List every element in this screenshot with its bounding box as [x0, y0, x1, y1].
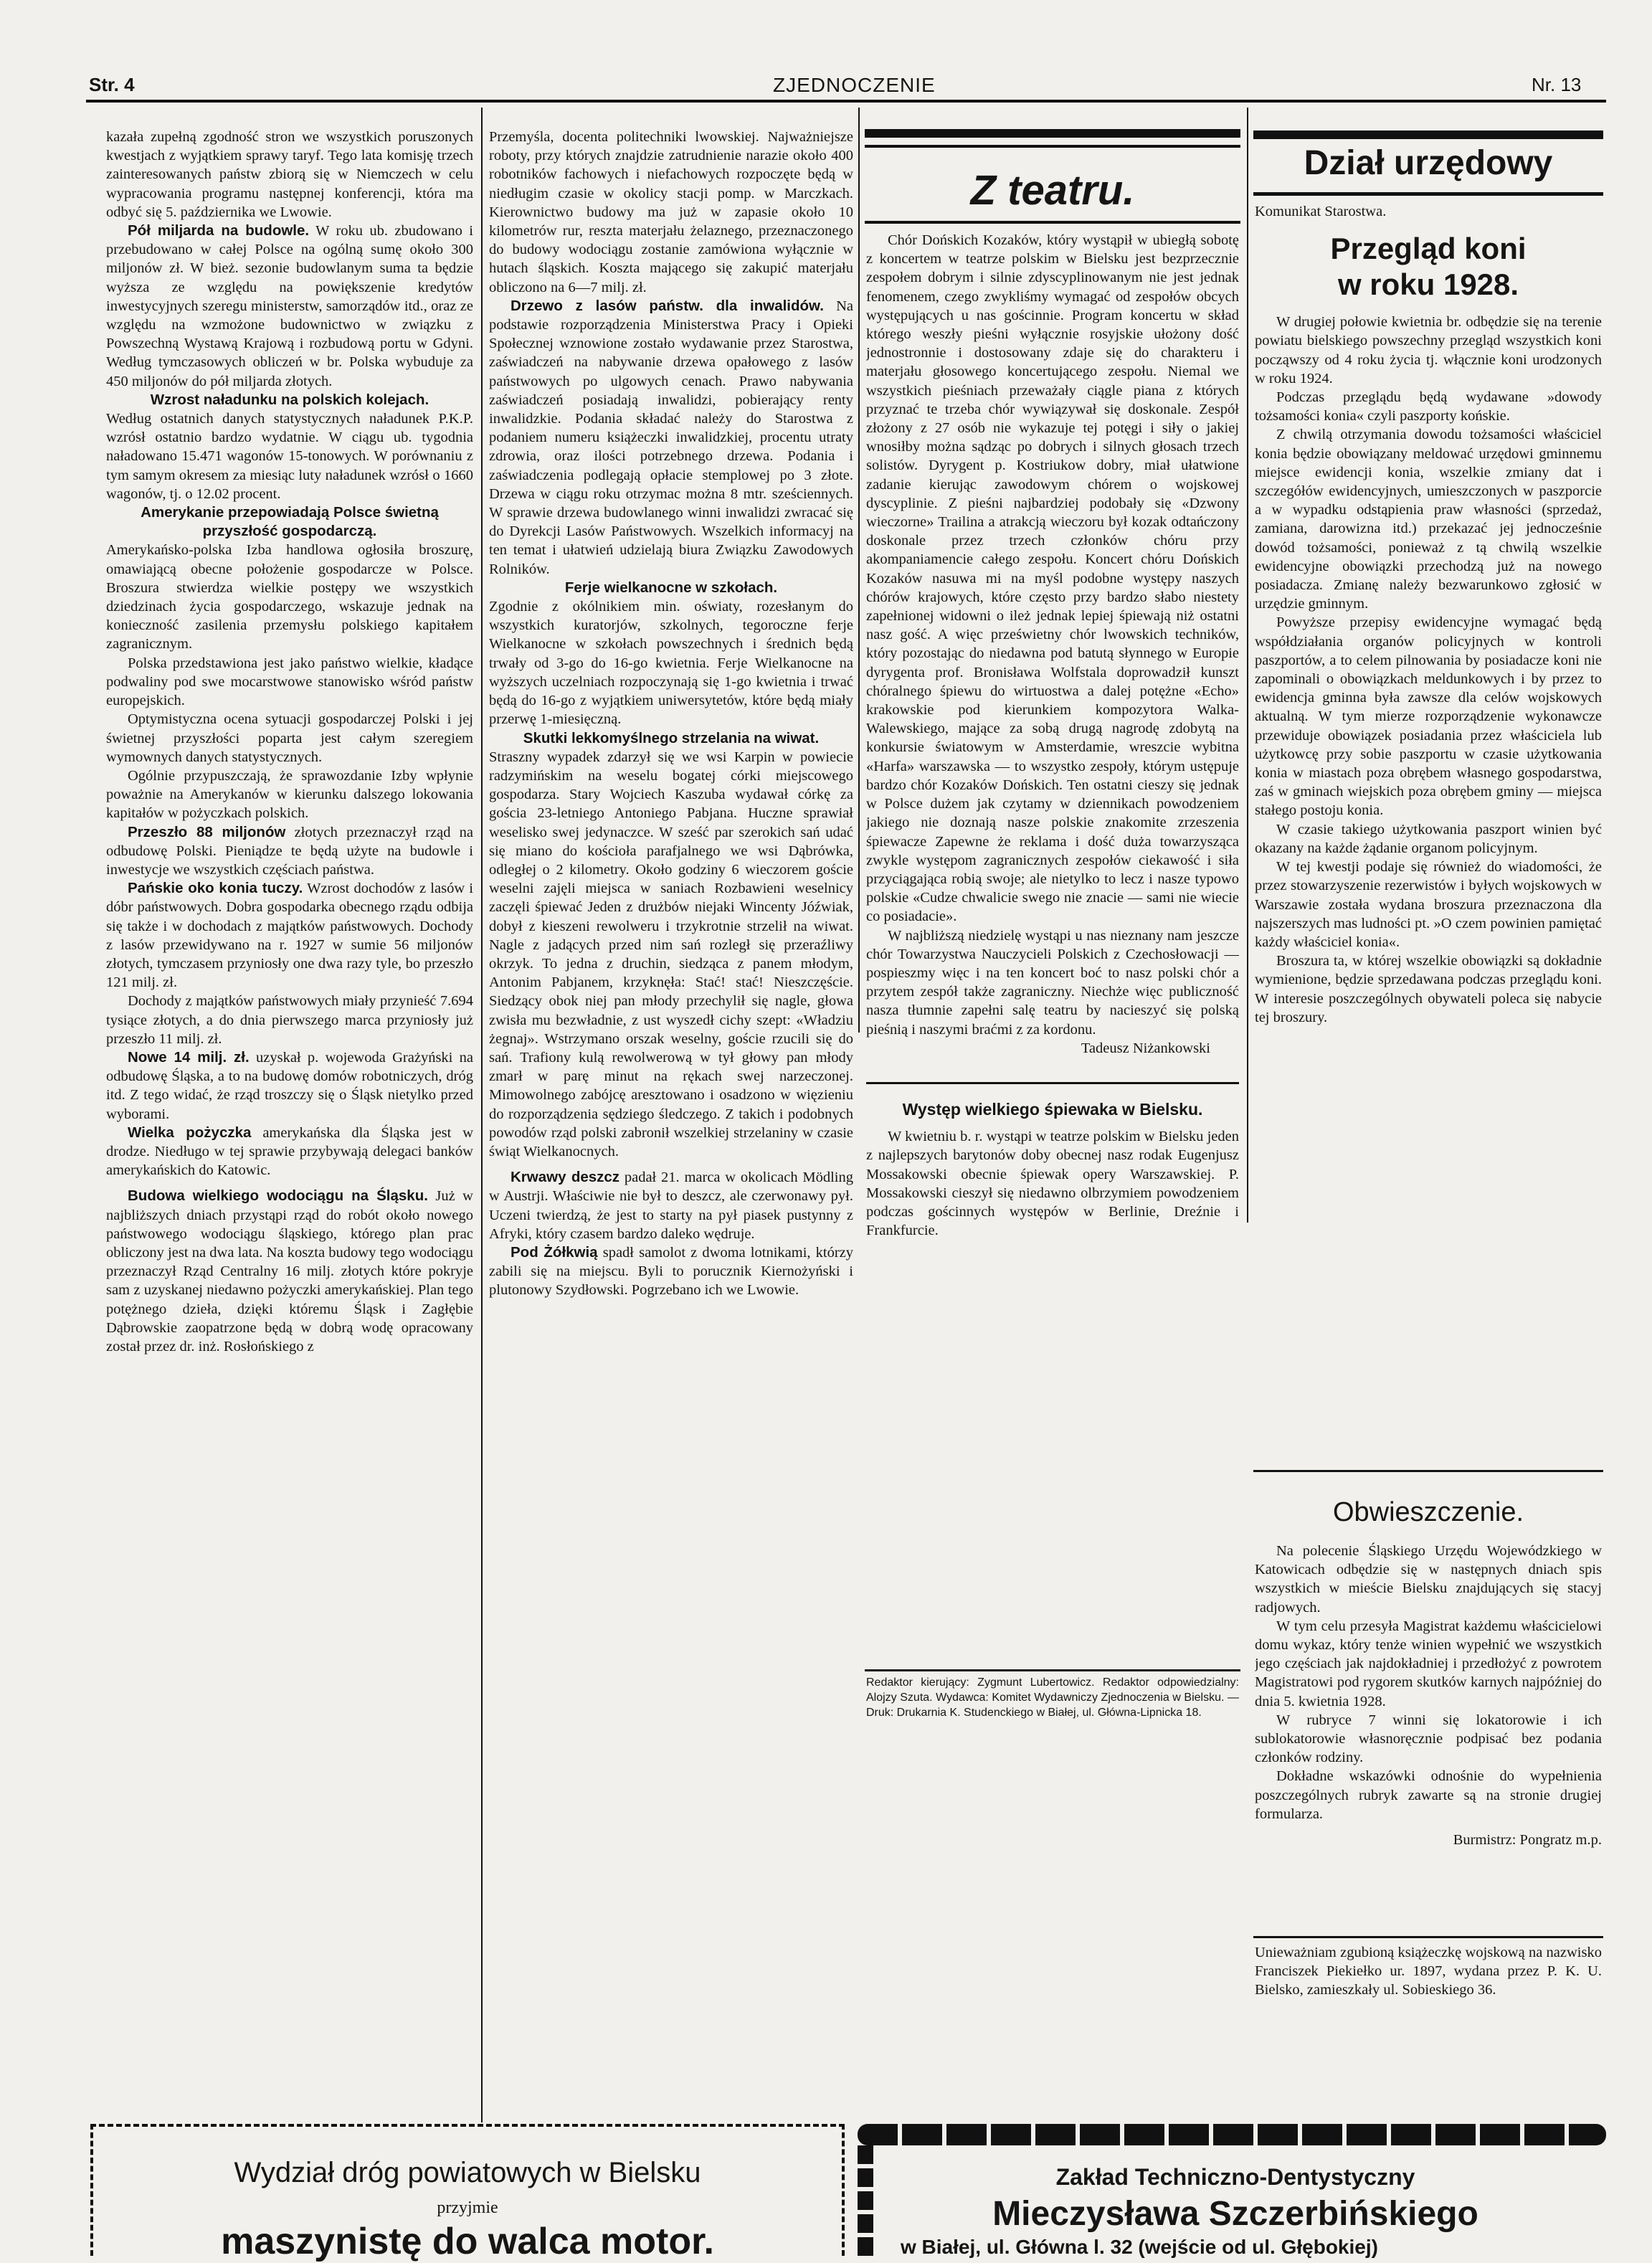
article-text: W najbliższą niedzielę wystąpi u nas nieznany nam jeszcze chór Towarzystwa Nauczycieli Polskich z Czechosłowacji — pospieszmy więc i na ten koncert boć to nasz polski chór a przytem zespół także zagraniczny. Niechże więc publiczność nasza tłumnie zapełni salę teatru by nacieszyć się polską pieśnią i naszymi braćmi z za kordonu. — [866, 927, 1239, 1038]
column-divider — [481, 108, 483, 2122]
section-rule — [1253, 131, 1603, 139]
article — [106, 222, 473, 391]
column-4-lower — [1255, 1542, 1602, 1922]
imprint: Redaktor kierujący: Zygmunt Lubertowicz. Redaktor odpowiedzialny: Alojzy Szuta. Wydawca: Komitet Wydawniczy Zjednoczenia w Bielsku. — Druk: Drukarnia K. Studenckiego w Białej, ul. Główna-Lipnicka 18. — [866, 1676, 1239, 1719]
article-text: Na polecenie Śląskiego Urzędu Wojewódzkiego w Katowicach odbędzie się w następnych dniach spis wszystkich w mieście Bielsku znajdujących się stacyj radjowych. — [1255, 1543, 1602, 1616]
ad-line: Mieczysława Szczerbińskiego — [992, 2195, 1478, 2233]
section-rule — [1253, 1936, 1603, 1938]
article-text: W kwietniu b. r. wystąpi w teatrze polskim w Bielsku jeden z najlepszych barytonów doby obecnej nasz rodak Eugenjusz Mossakowski obecnie śpiewak opery Warszawskiej. P. Mossakowski cieszył się niedawno olbrzymiem powodzeniem podczas gościnnych występów w Berlinie, Dreźnie i Frankfurcie. — [866, 1129, 1239, 1239]
article-heading: Wzrost naładunku na polskich kolejach. — [150, 391, 429, 408]
article-text: Straszny wypadek zdarzył się we wsi Karpin w powiecie radzymińskim na weselu bogatej córki miejscowego gospodarza. Stary Wojciech Kaszuba wydawał córkę za gościa 23-letniego Antoniego Pabjana. Huczne sprawiał weselisko swej jedynaczce. W sześć par szerokich sań udać się miano do kościoła parafjalnego we wsi Dąbrówka, odległej o 2 kilometry. Około godziny 6 wieczorem goście weselni zajęli miejsca w saniach Rozbawieni weselnicy zaczęli śpiewać Jeden z drużbów niejaki Wincenty Jóźwiak, dobył z kieszeni rewolweru i trzykrotnie strzelił na wiwat. Nagle z jadących przed nim sań rozległ się przeraźliwy okrzyk. To jedna z druchin, siedząca z panem młodym, Antonim Pabjanem, krzyknęła: Stać! stać! Nieszczęście. Siedzący obok niej pan młody przechylił się nagle, głowa zwisła mu bezwładnie, z ust wyszedł cichy szept: «Władziu żegnaj». Wstrzymano orszak weselny, goście rzucili się do sań. Trafiony kulą rewolwerową w tył głowy pan młody zmarł w parę minut na rękach swej narzeczonej. Mimowolnego zabójcę aresztowano i osadzono w więzieniu do rozporządzenia sędziego śledczego. Z takich i podobnych powodów rząd polski zabronił wszelkiej strzelaniny w czasie świąt Wielkanocnych. — [489, 749, 853, 1159]
article-text: W rubryce 7 winni się lokatorowie i ich sublokatorowie własnoręcznie podpisać bez podania członków rodziny. — [1255, 1712, 1602, 1766]
article-heading: Pod Żółkwią — [511, 1243, 598, 1261]
article-text: Podczas przeglądu będą wydawane »dowody tożsamości konia« czyli paszporty końskie. — [1255, 389, 1602, 424]
article-text: kazała zupełną zgodność stron we wszystkich poruszonych kwestjach z wyjątkiem sprawy taryf. Tego lata komisję trzech zainteresowanych państw zbiorą się w Niemczech w celu wypracowania programu następnej konferencji, która ma odbyć się 5. października we Lwowie. — [106, 129, 473, 220]
column-divider — [1247, 108, 1248, 1223]
article-text: uzyskał p. wojewoda Grażyński na odbudowę Śląska, a to na budowę domów robotniczych, dróg itd. Z tego widać, że rząd troszczy się o Śląsk nietylko przed wyborami. — [106, 1049, 473, 1122]
article-text: Według ostatnich danych statystycznych naładunek P.K.P. wzrósł ostatnio bardzo wydatnie. W ciągu ub. tygodnia naładowano 15.471 wagonów 15-tonowych. W porównaniu z tym samym okresem za miesiąc luty naładunek wzrósł o 1660 wagonów, tj. o 12.02 procent. — [106, 411, 473, 502]
article-heading: Nowe 14 milj. zł. — [128, 1048, 250, 1066]
article-heading: Budowa wielkiego wodociągu na Śląsku. — [128, 1187, 428, 1205]
section-title: Dział urzędowy — [1304, 144, 1553, 182]
article-heading: Obwieszczenie. — [1332, 1497, 1524, 1527]
column-1 — [106, 128, 473, 2122]
author: Tadeusz Niżankowski — [1081, 1040, 1210, 1056]
article-text: Chór Dońskich Kozaków, który wystąpił w ubiegłą sobotę z koncertem w teatrze polskim w Bielsku jest bezprzecznie zespołem dobrym i silnie zdyscyplinowanym nie jest jednak fenomenem, czego zwykliśmy wymagać od zespołów obcych występujących u nas gościnnie. Program koncertu w skład którego weszły pieśni wyłącznie rosyjskie ułożony dość jednostronnie i dostosowany zdaje się do charakteru i materjału głosowego koncertującego zespołu. Niemal we wszystkich pieśniach przeważały ciągle piana z których przyznać te trzeba chór wywiązywał się doskonale. Zespół złożony z 27 osób nie wykazuje tej potęgi i siły o jakiej wnosiłby można sądząc po dobrych i silnych głosach trzech solistów. Dyrygent p. Kostriukow dobry, miał ułatwione zadanie kierując zawodowym chórem o wojskowej dyscyplinie. Z pieśni najbardziej podobały się «Dzwony wieczorne» Trailina a atrakcją wieczoru był kozak odtańczony doskonale przez trzech członków chóru przy akompaniamencie całego zespołu. Koncert chóru Dońskich Kozaków nasuwa mi na myśl podobne występy naszych chórów krajowych, które często przy bardzo słabo niestety zapełnionej widowni o ileż jednak lepiej śpiewają niż ostatni nasz gość. A więc prześwietny chór lwowskich techników, który pozostając do niedawna pod batutą słynnego w Europie dyrygenta prof. Bronisława Wolfstala doprowadził kunszt chóralnego śpiewu do wirtuostwa a dalej potężne «Echo» krakowskie pod kierunkiem kompozytora Walka-Walewskiego, mające za sobą drugą nagrodę zdobytą na konkursie światowym w Amsterdamie, wreszcie wybitna «Harfa» warszawska — to wszystko zespoły, którym ustępuje bardzo chór Kozaków Dońskich. Ten ostatni cieszy się jednak w Polsce dużem jak czytamy w dziennikach powodzeniem jakiego nie doznają nasze polskie znakomite zrzeszenia śpiewacze Zapewne że reklama i dość duża towarzysząca zwykle występom zagranicznych zespołów ciekawość i siła przyciągająca robią swoje; ale nietylko to lecz i nasze typowo polskie «Cudze chwalicie swego nie znacie — sami nie wiecie co posiadacie». — [866, 232, 1239, 925]
article-heading: Pańskie oko konia tuczy. — [128, 880, 303, 897]
article-text: Dokładne wskazówki odnośnie do wypełnienia poszczególnych rubryk zawarte są na stronie drugiej formularza. — [1255, 1768, 1602, 1822]
advertisement-dentist — [858, 2124, 1606, 2259]
article-heading: Drzewo z lasów państw. dla inwalidów. — [511, 297, 824, 314]
article-text: spadł samolot z dwoma lotnikami, którzy zabili się na miejscu. Byli to porucznik Kiernożyński i plutonowy Szydłowski. Pogrzebano ich we Lwowie. — [489, 1244, 853, 1299]
article-heading: Ferje wielkanocne w szkołach. — [564, 579, 778, 596]
article — [489, 297, 853, 579]
article-text: padał 21. marca w okolicach Mödling w Austrji. Właściwie nie był to deszcz, ale czerwonawy pył. Uczeni twierdzą, że jest to starty na pył piasek pustynny z Afryki, który czasem bardzo daleko wędruje. — [489, 1170, 853, 1242]
article-text: Amerykańsko-polska Izba handlowa ogłosiła broszurę, omawiającą obecne położenie gospodarcze w Polsce. Broszura stwierdza wielkie postępy we wszystkich dziedzinach życia gospodarczego, wskazuje jednak na konieczność zasilenia przemysłu polskiego kapitałem zagranicznym. — [106, 542, 473, 653]
article-heading: Występ wielkiego śpiewaka w Bielsku. — [902, 1099, 1203, 1119]
page-number: Str. 4 — [89, 74, 135, 95]
ad-line: Wydział dróg powiatowych w Bielsku — [234, 2157, 701, 2188]
advertisement-road-department — [90, 2124, 845, 2262]
article-text: Powyższe przepisy ewidencyjne wymagać będą współdziałania organów policyjnych w kontroli paszportów, a to celem pilnowania by posiadacze koni nie zapominali o obowiązkach meldunkowych i by przez to ewidencja gminna była zawsze dla celów wojskowych aktualną. W tym mierze rozporządzenie wykonawcze przewiduje obowiązek posiadania przez właściciela lub użytkowcę przy sobie paszportu w czasie użytkowania konia w miastach poza obrębem własnego gospodarstwa, zaś w gminach wiejskich poza obrębem gminy — miejsca stałego postoju konia. — [1255, 615, 1602, 819]
article-text: Zgodnie z okólnikiem min. oświaty, rozesłanym do wszystkich kuratorjów, szkolnych, tegoroczne ferje Wielkanocne w szkołach powszechnych i średnich będą trwały od 3-go do 16-go kwietnia. Ferje Wielkanocne na wyższych uczelniach rozpoczynają się 1-go kwietnia i trwać będą do 16-go z wyjątkiem uniwersytetów, które będą miały przerwę 1-miesięczną. — [489, 599, 853, 728]
section-rule — [1253, 192, 1603, 196]
article-text: Już w najbliższych dniach przystąpi rząd do robót około nowego państwowego wodociągu śląskiego, którego plan prac obliczony jest na dwa lata. Na koszta budowy tego wodociągu przeznaczył Rząd Centralny 16 milj. złotych które pokryje sam z uzyskanej niedawno pożyczki amerykańskiej. Plan tego potężnego dzieła, dzięki któremu Śląsk i Zagłębie Dąbrowskie zaopatrzone będą w dobrą wodę opracowany został przez dr. inż. Rosłońskiego z — [106, 1188, 473, 1355]
article-heading: Skutki lekkomyślnego strzelania na wiwat. — [523, 729, 820, 746]
article-text: W czasie takiego użytkowania paszport winien być okazany na każde żądanie organom policyjnym. — [1255, 821, 1602, 856]
section-rule — [865, 1669, 1240, 1671]
article-text: Polska przedstawiona jest jako państwo wielkie, kładące podwaliny pod swe mocarstwowe stanowisko wśród państw europejskich. — [106, 655, 473, 709]
article-subtitle: Komunikat Starostwa. — [1255, 204, 1387, 219]
article-text: Przemyśla, docenta politechniki lwowskiej. Najważniejsze roboty, przy których znajdzie zatrudnienie narazie około 400 robotników fachowych i niefachowych rozpoczęte będą w niedługim czasie w okolicy stacji pomp. w Marczkach. Kierownictwo budowy ma już w zapasie około 10 kilometrów rur, reszta materjału żelaznego, przeznaczonego do budowy wodociągu zostanie zamówiona wyłącznie w hutach śląskich. Koszta mającego się zakupić materjału obliczono na 6—7 milj. zł. — [489, 129, 853, 295]
article-text: Ogólnie przypuszczają, że sprawozdanie Izby wpłynie poważnie na Amerykanów w kierunku dalszego lokowania kapitałów w pożyczkach polskich. — [106, 767, 473, 822]
column-4 — [1255, 202, 1602, 1213]
newspaper-title: ZJEDNOCZENIE — [773, 74, 936, 96]
article — [106, 823, 473, 880]
ad-line: maszynistę do walca motor. — [221, 2221, 714, 2262]
article-heading: Krwawy deszcz — [511, 1169, 620, 1186]
section-rule — [865, 129, 1240, 138]
article-heading: w roku 1928. — [1337, 267, 1519, 302]
article — [489, 1168, 853, 1243]
article-text: Optymistyczna ocena sytuacji gospodarczej Polski i jej świetnej przyszłości poparta jest całym szeregiem wymownych danych statystycznych. — [106, 711, 473, 765]
article-text: amerykańska dla Śląska jest w drodze. Niedługo w tej sprawie przybywają delegaci banków amerykańskich do Katowic. — [106, 1124, 473, 1179]
article-text: złotych przeznaczył rząd na odbudowę Polski. Pieniądze te będą użyte na budowle i inwestycje we wszystkich częściach państwa. — [106, 824, 473, 878]
column-3 — [866, 231, 1239, 1658]
article — [489, 1243, 853, 1300]
section-title: Z teatru. — [970, 167, 1135, 214]
article-text: Wzrost dochodów z lasów i dóbr państwowych. Dobra gospodarka obecnego rządu odbija się także i w dochodach z majątków państwowych. Dochody z lasów przewidywano na r. 1927 w sumie 56 miljonów złotych, tymczasem przyniosły one dwa razy tyle, bo przeszło 121 milj. zł. — [106, 881, 473, 991]
ad-line: przyjmie — [437, 2198, 498, 2217]
article-text: Broszura ta, w której wszelkie obowiązki są dokładnie wymienione, będzie sprzedawana podczas przeglądu koni. W interesie poszczególnych obywateli poleca się nabycie tej broszury. — [1255, 953, 1602, 1025]
ad-border — [858, 2145, 873, 2259]
column-2 — [489, 128, 853, 2122]
article-heading: Przeszło 88 miljonów — [128, 823, 286, 840]
section-rule — [865, 145, 1240, 148]
article-text: W roku ub. zbudowano i przebudowano w całej Polsce na ogólną sumę około 300 miljonów zł. W bież. sezonie budowlanym suma ta będzie wyższa ze względu na powiększenie kredytów inwestycyjnych szeregu ministerstw, samorządów itd., oraz ze względu na wzmożone budownictwo w związku z Powszechną Wystawą Krajową i rozbudową portu w Gdyni. Według tymczasowych obliczeń w br. Polska wybuduje za 450 miljonów do pół miljarda złotych. — [106, 223, 473, 389]
section-rule — [865, 221, 1240, 224]
column-divider — [858, 108, 860, 1033]
article-heading: Wielka pożyczka — [128, 1124, 252, 1141]
article — [106, 1048, 473, 1124]
article-text: Z chwilą otrzymania dowodu tożsamości właściciel konia będzie obowiązany meldować urzędowi gminnemu miejsce ewidencji konia, wszelkie zmiany dat i szczegółów ewidencyjnych, umieszczonych w paszporcie a w wypadku odstąpienia praw własności (sprzedaż, zamiana, darowizna itd.) przekazać jej jednocześnie dowód tożsamości, ponieważ z tą chwilą wszelkie ewidencyjne obowiązki przechodzą już na nowego posiadacza. Zmianę należy bezwarunkowo zgłosić w urzędzie gminnym. — [1255, 427, 1602, 612]
ad-border — [858, 2124, 1606, 2145]
article-text: Na podstawie rozporządzenia Ministerstwa Pracy i Opieki Społecznej wznowione zostało wydawanie przez Starostwa, zaświadczeń na nabywanie drzewa opałowego z lasów państwowych po ulgowych cenach. Prawo nabywania zaświadczeń posiadają inwalidzi, pobierający renty inwalidzkie. Podania składać należy do Starostwa z podaniem numeru książeczki inwalidzkiej, procentu utraty zdrowia, oraz ilości potrzebnego drzewa. Podania i zaświadczenia podlegają opłacie stemplowej po 3 złote. Drzewa w ciągu roku otrzymac można 8 mtr. sześciennych. W sprawie drzewa budowlanego winni inwalidzi zwracać się do Dyrekcji Lasów Państwowych. Wszelkich informacyj na ten temat i ułatwień udzielają biura Związku Zawodowych Rolników. — [489, 298, 853, 577]
article — [106, 1187, 473, 1356]
article-heading: Amerykanie przepowiadają Polsce świetną przyszłość gospodarczą. — [141, 504, 439, 540]
article-heading: Przegląd koni — [1330, 232, 1527, 266]
section-rule — [1253, 1470, 1603, 1472]
signature: Burmistrz: Pongratz m.p. — [1453, 1832, 1602, 1849]
ad-line: w Białej, ul. Główna l. 32 (wejście od ul. Głębokiej) — [901, 2236, 1378, 2258]
ad-line: Zakład Techniczno-Dentystyczny — [1055, 2164, 1415, 2190]
issue-number: Nr. 13 — [1532, 74, 1582, 95]
article-heading: Pół miljarda na budowle. — [128, 222, 310, 239]
article-text: W tej kwestji podaje się również do wiadomości, że przez stowarzyszenie rezerwistów i byłych wojskowych w Warszawie została wydana broszura przeznaczona dla najszerszych mas ludności pt. »O czem powinien pamiętać każdy właściciel konia«. — [1255, 859, 1602, 950]
article — [106, 1124, 473, 1180]
article-text: Dochody z majątków państwowych miały przynieść 7.694 tysiące złotych, a do dnia pierwszego marca przyniosły już przeszło 11 milj. zł. — [106, 993, 473, 1047]
header-rule — [86, 100, 1606, 103]
separator — [866, 1062, 1239, 1084]
article-text: W drugiej połowie kwietnia br. odbędzie się na terenie powiatu bielskiego powszechny przegląd wszystkich koni począwszy od 4 roku życia tj. włącznie koni urodzonych w roku 1924. — [1255, 314, 1602, 386]
article — [106, 879, 473, 992]
article-text: W tym celu przesyła Magistrat każdemu właścicielowi domu wykaz, który tenże winien wypełnić we wszystkich jego częściach jak najdokładniej i przedłożyć z powrotem Magistratowi pod rygorem skutków karnych najpóźniej do dnia 5. kwietnia 1928. — [1255, 1618, 1602, 1709]
notice: Unieważniam zgubioną książeczkę wojskową na nazwisko Franciszek Piekiełko ur. 1897, wydana przez P. K. U. Bielsko, zamieszkały ul. Sobieskiego 36. — [1255, 1945, 1602, 1998]
